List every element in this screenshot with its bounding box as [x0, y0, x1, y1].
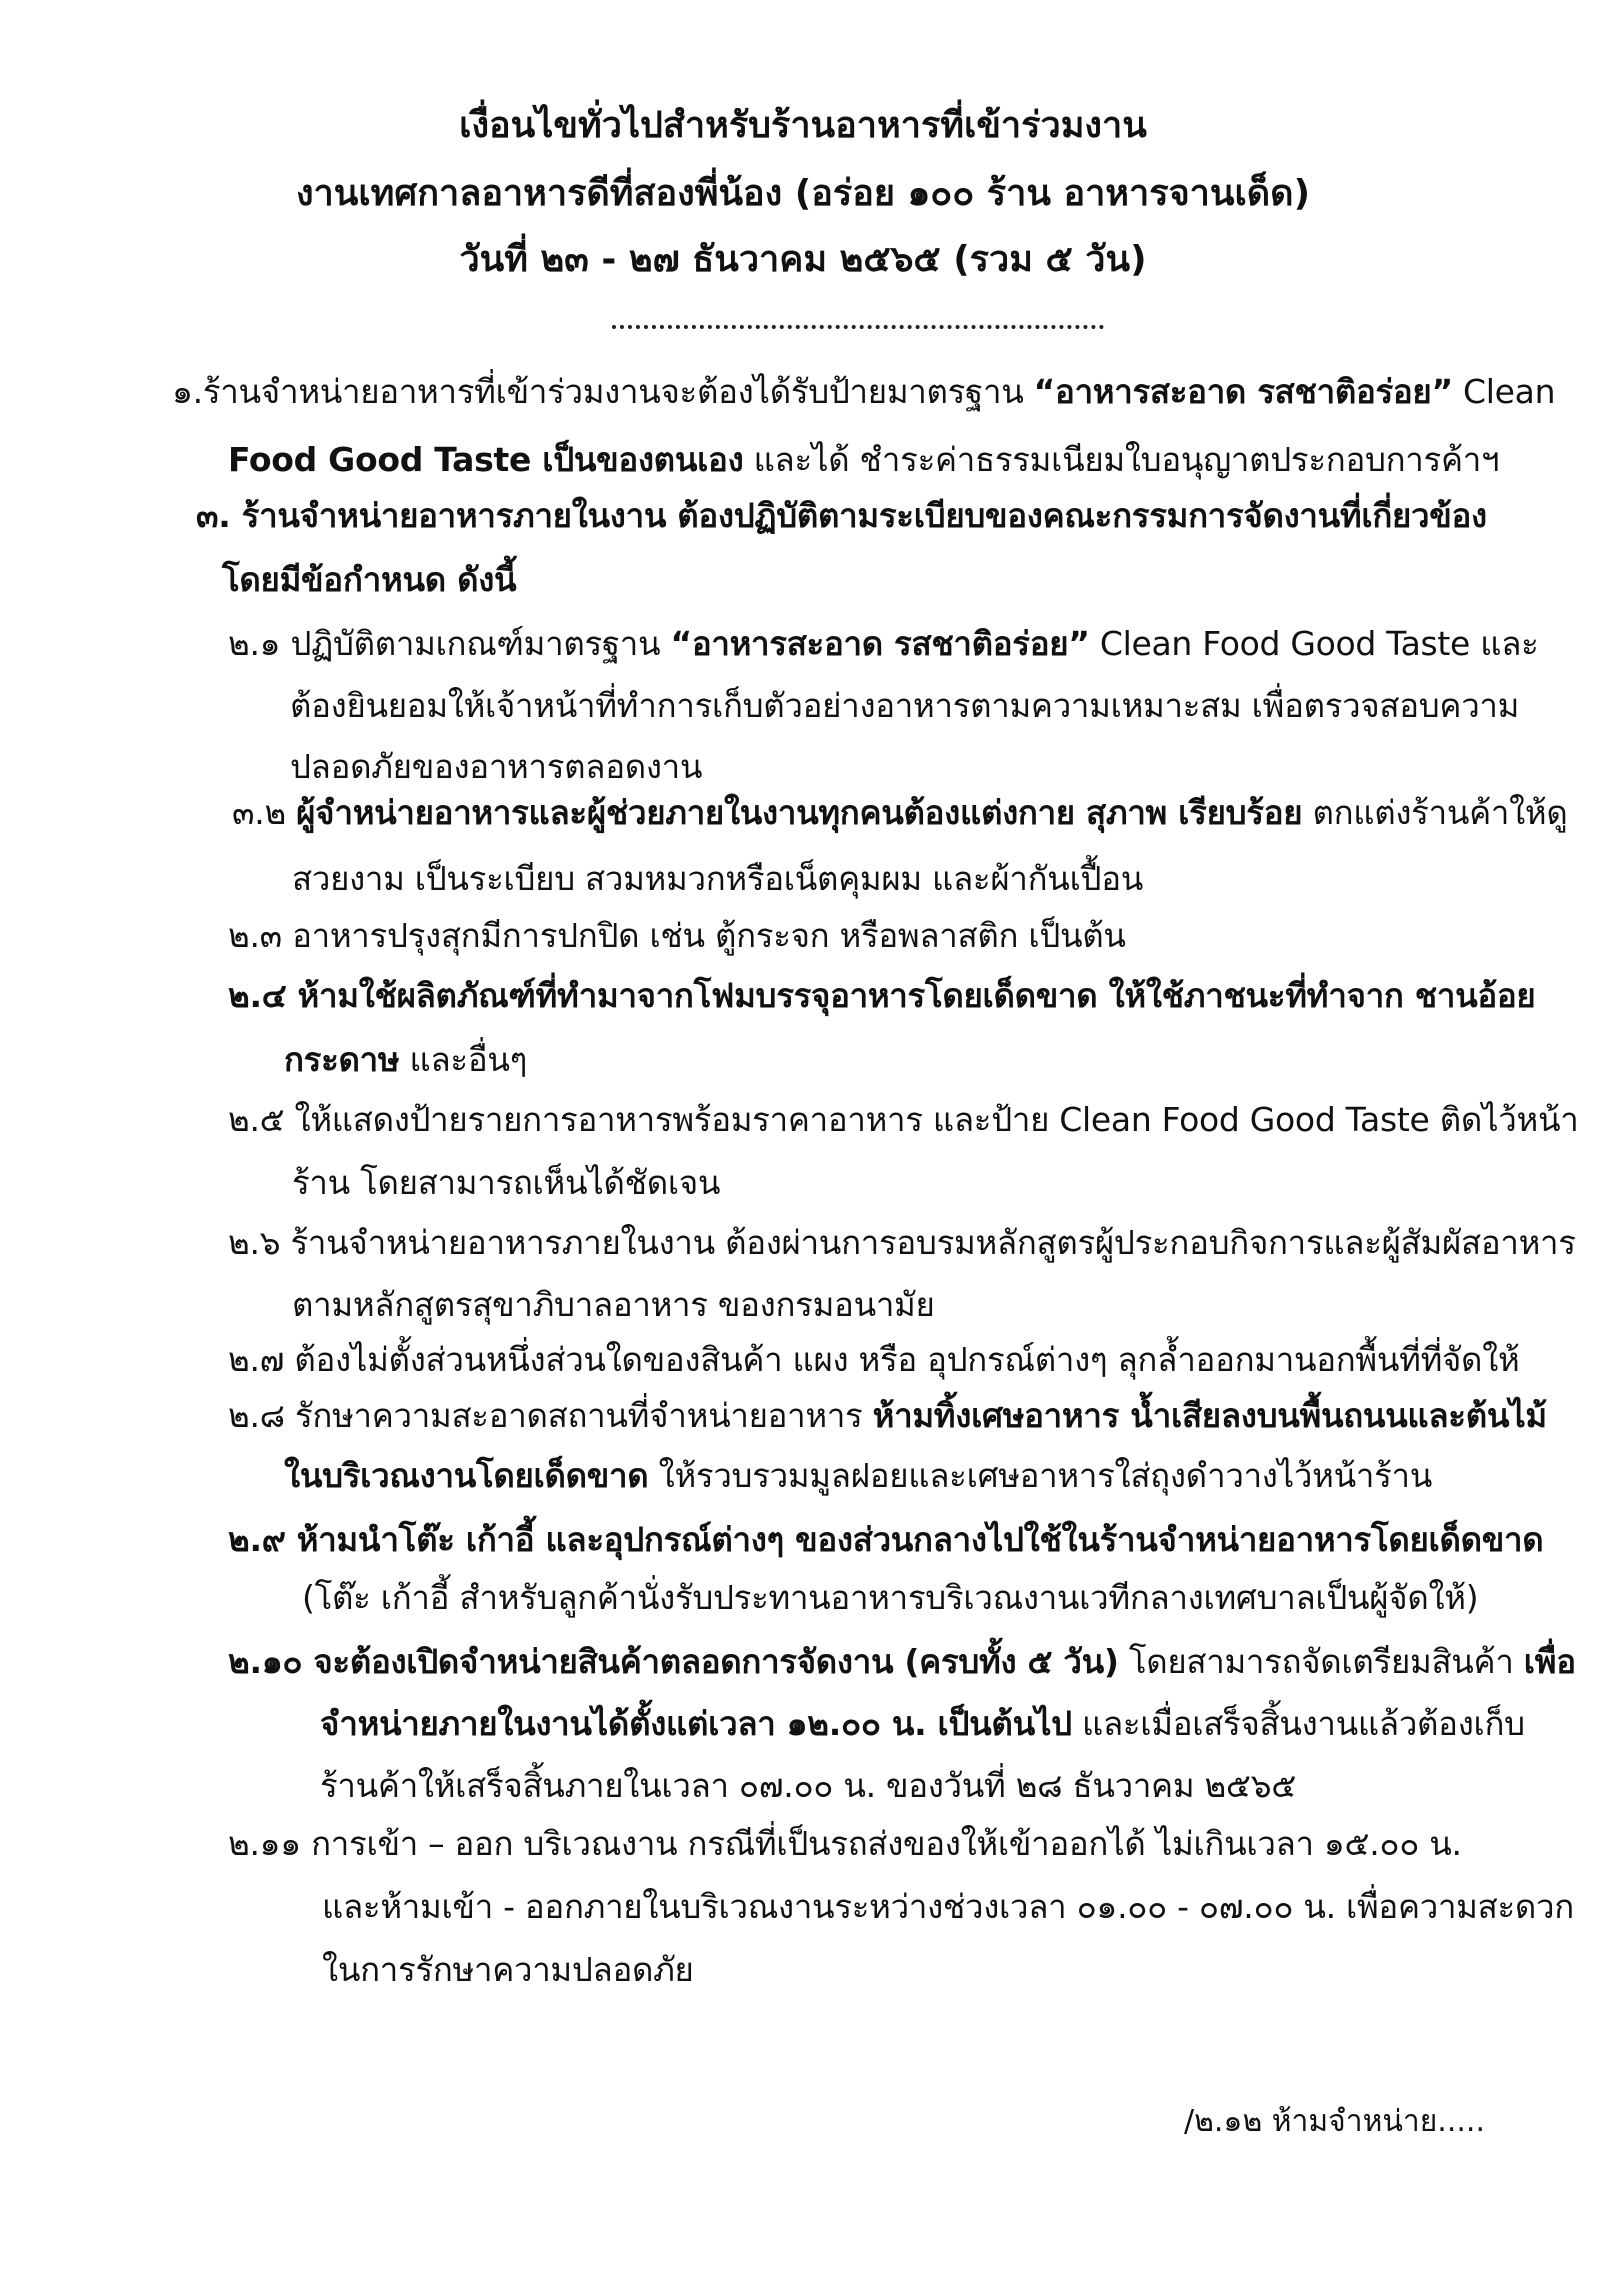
text-segment: Clean [1452, 372, 1556, 411]
body-line [322, 1887, 1574, 1927]
body-line [172, 372, 1555, 412]
text-segment: ๒.๘ รักษาความสะอาดสถานที่จำหน่ายอาหาร [228, 1396, 873, 1435]
body-line [284, 1456, 1432, 1496]
text-segment: ร้าน โดยสามารถเห็นได้ชัดเจน [292, 1163, 721, 1202]
text-segment: ๑.ร้านจำหน่ายอาหารที่เข้าร่วมงานจะต้องได้รับป้ายมาตรฐาน [172, 372, 1034, 411]
body-line [320, 1704, 1525, 1744]
text-segment: ๒.๑๑ การเข้า – ออก บริเวณงาน กรณีที่เป็นรถส่งของให้เข้าออกได้ ไม่เกินเวลา ๑๕.๐๐ น. [228, 1824, 1462, 1863]
text-segment: ๒.๖ ร้านจำหน่ายอาหารภายในงาน ต้องผ่านการอบรมหลักสูตรผู้ประกอบกิจการและผู้สัมผัสอาหาร [228, 1223, 1576, 1262]
text-segment: และเมื่อเสร็จสิ้นงานแล้วต้องเก็บ [1071, 1704, 1525, 1743]
body-line [320, 1766, 1296, 1806]
body-line [292, 1285, 935, 1325]
text-segment: และได้ ชำระค่าธรรมเนียมใบอนุญาตประกอบการค้าฯ [743, 440, 1500, 479]
body-line [232, 793, 1568, 833]
body-line [228, 1100, 1578, 1140]
body-line [322, 1950, 694, 1990]
bold-text-segment: ๒.๔ ห้ามใช้ผลิตภัณฑ์ที่ทำมาจากโฟมบรรจุอาหารโดยเด็ดขาด ให้ใช้ภาชนะที่ทำจาก ชานอ้อย [228, 976, 1536, 1015]
bold-text-segment: “อาหารสะอาด รสชาติอร่อย” [1033, 372, 1453, 411]
body-line [228, 1340, 1519, 1380]
text-segment: ปลอดภัยของอาหารตลอดงาน [290, 747, 703, 786]
text-segment: ๒.๗ ต้องไม่ตั้งส่วนหนึ่งส่วนใดของสินค้า แผง หรือ อุปกรณ์ต่างๆ ลุกล้ำออกมานอกพื้นที่ที่จัดให้ [228, 1340, 1520, 1379]
body-line [228, 624, 1539, 664]
bold-text-segment: โดยมีข้อกำหนด ดังนี้ [222, 560, 517, 599]
bold-text-segment: จำหน่ายภายในงานได้ตั้งแต่เวลา ๑๒.๐๐ น. เป็นต้นไป [320, 1704, 1072, 1743]
body-line [228, 1642, 1576, 1682]
body-line [292, 1163, 720, 1203]
text-segment: ๒.๓ อาหารปรุงสุกมีการปกปิด เช่น ตู้กระจก หรือพลาสติก เป็นต้น [228, 916, 1126, 955]
doc-title-line-1: เงื่อนไขทั่วไปสำหรับร้านอาหารที่เข้าร่วมงาน [459, 105, 1147, 146]
body-line [196, 496, 1487, 536]
bold-text-segment: กระดาษ [284, 1040, 400, 1079]
text-segment: สวยงาม เป็นระเบียบ สวมหมวกหรือเน็ตคุมผม และผ้ากันเปื้อน [292, 859, 1143, 898]
text-segment: Clean Food Good Taste และ [1089, 624, 1539, 663]
body-line [302, 1578, 1478, 1618]
text-segment: ตามหลักสูตรสุขาภิบาลอาหาร ของกรมอนามัย [292, 1285, 935, 1324]
text-segment: ๒.๕ ให้แสดงป้ายรายการอาหารพร้อมราคาอาหาร และป้าย Clean Food Good Taste ติดไว้หน้า [228, 1100, 1579, 1139]
body-line [228, 976, 1535, 1016]
bold-text-segment: เพื่อ [1523, 1642, 1576, 1681]
text-segment: ตกแต่งร้านค้าให้ดู [1302, 793, 1568, 832]
body-line [292, 859, 1143, 899]
bold-text-segment: ๓. ร้านจำหน่ายอาหารภายในงาน ต้องปฏิบัติตามระเบียบของคณะกรรมการจัดงานที่เกี่ยวข้อง [196, 496, 1487, 535]
text-segment: ๒.๑ ปฏิบัติตามเกณฑ์มาตรฐาน [228, 624, 671, 663]
body-line [228, 1824, 1462, 1864]
text-segment: โดยสามารถจัดเตรียมสินค้า [1118, 1642, 1524, 1681]
dotted-separator [612, 325, 1104, 329]
bold-text-segment: Food Good Taste เป็นของตนเอง [228, 440, 744, 479]
body-line [284, 1040, 527, 1080]
text-segment: ร้านค้าให้เสร็จสิ้นภายในเวลา ๐๗.๐๐ น. ของวันที่ ๒๘ ธันวาคม ๒๕๖๕ [320, 1766, 1296, 1805]
text-segment: ต้องยินยอมให้เจ้าหน้าที่ทำการเก็บตัวอย่างอาหารตามความเหมาะสม เพื่อตรวจสอบความ [290, 686, 1520, 725]
text-segment: (โต๊ะ เก้าอี้ สำหรับลูกค้านั่งรับประทานอาหารบริเวณงานเวทีกลางเทศบาลเป็นผู้จัดให้) [302, 1578, 1479, 1617]
bold-text-segment: ๒.๑๐ จะต้องเปิดจำหน่ายสินค้าตลอดการจัดงาน (ครบทั้ง ๕ วัน) [228, 1642, 1119, 1681]
body-line [228, 916, 1126, 956]
body-line [228, 440, 1499, 480]
text-segment: ๓.๒ [232, 793, 297, 832]
body-line [290, 747, 702, 787]
body-line [228, 1396, 1547, 1436]
text-segment: และห้ามเข้า - ออกภายในบริเวณงานระหว่างช่วงเวลา ๐๑.๐๐ - ๐๗.๐๐ น. เพื่อความสะดวก [322, 1887, 1574, 1926]
bold-text-segment: “อาหารสะอาด รสชาติอร่อย” [670, 624, 1090, 663]
text-segment: ในการรักษาความปลอดภัย [322, 1950, 694, 1989]
page-continuation: /๒.๑๒ ห้ามจำหน่าย..... [1184, 2104, 1485, 2139]
body-line [228, 1520, 1543, 1560]
text-segment: และอื่นๆ [399, 1040, 528, 1079]
bold-text-segment: ๒.๙ ห้ามนำโต๊ะ เก้าอี้ และอุปกรณ์ต่างๆ ของส่วนกลางไปใช้ในร้านจำหน่ายอาหารโดยเด็ดขาด [228, 1520, 1544, 1559]
text-segment: ให้รวบรวมมูลฝอยและเศษอาหารใส่ถุงดำวางไว้หน้าร้าน [648, 1456, 1432, 1495]
doc-title-line-2: งานเทศกาลอาหารดีที่สองพี่น้อง (อร่อย ๑๐๐ ร้าน อาหารจานเด็ด) [295, 173, 1311, 214]
body-line [290, 686, 1519, 726]
bold-text-segment: ผู้จำหน่ายอาหารและผู้ช่วยภายในงานทุกคนต้องแต่งกาย สุภาพ เรียบร้อย [296, 793, 1303, 832]
bold-text-segment: ห้ามทิ้งเศษอาหาร น้ำเสียลงบนพื้นถนนและต้นไม้ [872, 1396, 1547, 1435]
doc-title-line-3: วันที่ ๒๓ - ๒๗ ธันวาคม ๒๕๖๕ (รวม ๕ วัน) [459, 239, 1147, 280]
body-line [228, 1223, 1576, 1263]
bold-text-segment: ในบริเวณงานโดยเด็ดขาด [284, 1456, 649, 1495]
body-line [222, 560, 516, 600]
